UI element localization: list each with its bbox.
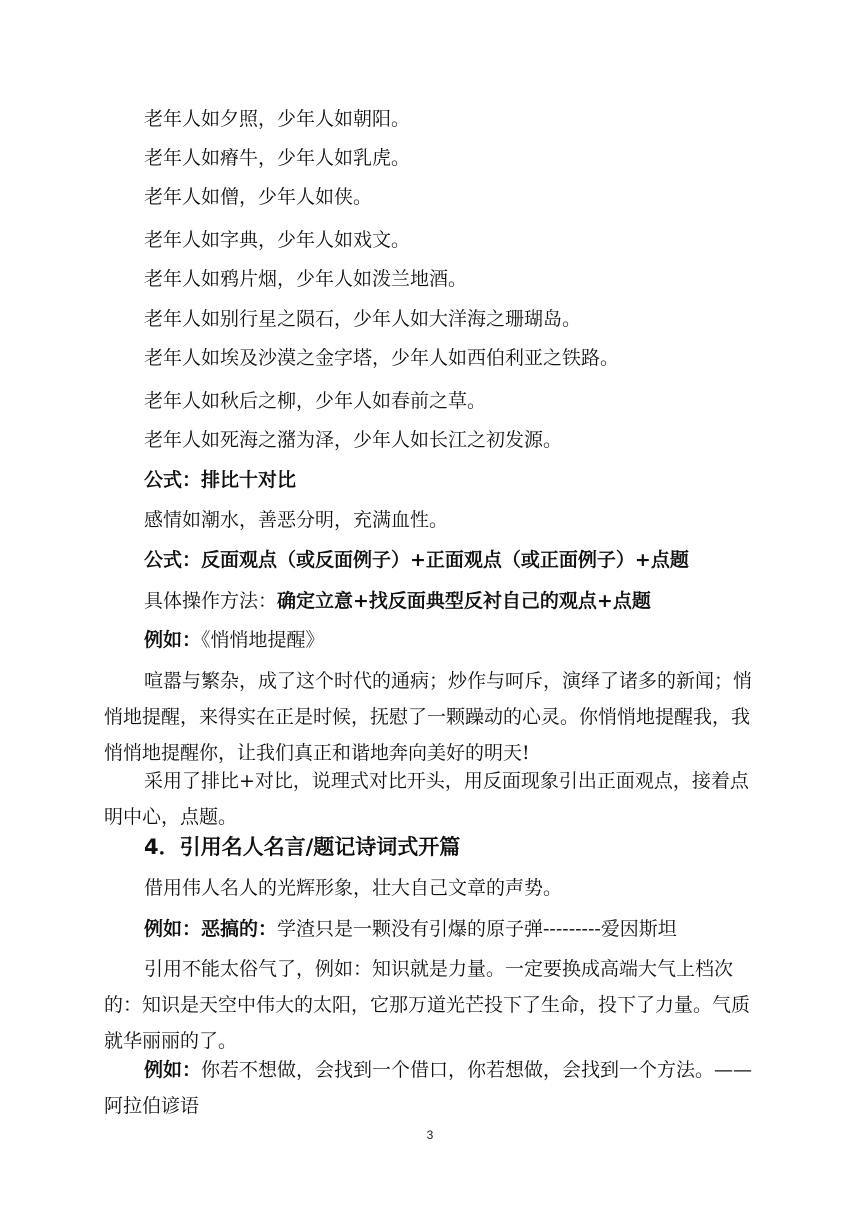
text-line: 老年人如别行星之陨石，少年人如大洋海之珊瑚岛。	[144, 308, 582, 330]
example-line	[144, 917, 677, 941]
page-number: 3	[426, 1128, 434, 1142]
section-heading: 4．引用名人名言/题记诗词式开篇	[144, 835, 461, 859]
example-label: 例如：	[144, 629, 202, 651]
example-line	[144, 628, 325, 652]
example-paragraph: 喧嚣与繁杂，成了这个时代的通病；炒作与呵斥，演绎了诸多的新闻；悄悄地提醒，来得实在正是时候，抚慰了一颗躁动的心灵。你悄悄地提醒我，我悄悄地提醒你，让我们真正和谐地奔向美好的明天!	[104, 670, 753, 764]
method-label: 具体操作方法：	[144, 590, 278, 612]
text-line: 老年人如鸦片烟，少年人如泼兰地酒。	[144, 268, 468, 290]
quote-note-paragraph: 引用不能太俗气了，例如：知识就是力量。一定要换成高端大气上档次的：知识是天空中伟大的太阳，它那万道光芒投下了生命，投下了力量。气质就华丽丽的了。	[104, 958, 751, 1052]
formula-label: 公式：排比十对比	[144, 469, 297, 491]
text-line: 老年人如死海之潴为泽，少年人如长江之初发源。	[144, 429, 563, 451]
example-label: 例如：	[144, 1059, 202, 1081]
text-line: 老年人如瘠牛，少年人如乳虎。	[144, 147, 411, 169]
example-label: 例如：恶搞的：	[144, 918, 278, 940]
example-paragraph	[104, 1052, 766, 1124]
text-line: 老年人如夕照，少年人如朝阳。	[144, 108, 411, 130]
text-line: 借用伟人名人的光辉形象，壮大自己文章的声势。	[144, 877, 563, 899]
text-line: 老年人如字典，少年人如戏文。	[144, 229, 411, 251]
method-text: 确定立意+找反面典型反衬自己的观点+点题	[277, 590, 651, 612]
method-line	[144, 589, 651, 613]
example-text: 学渣只是一颗没有引爆的原子弹---------爱因斯坦	[277, 918, 677, 940]
text-line: 老年人如僧，少年人如侠。	[144, 186, 373, 208]
example-title: 《悄悄地提醒》	[201, 629, 325, 651]
analysis-paragraph: 采用了排比+对比，说理式对比开头，用反面现象引出正面观点，接着点明中心，点题。	[104, 770, 749, 828]
text-line: 老年人如埃及沙漠之金字塔，少年人如西伯利亚之铁路。	[144, 347, 620, 369]
formula-label: 公式：反面观点（或反面例子）+正面观点（或正面例子）+点题	[144, 549, 689, 571]
text-line: 感情如潮水，善恶分明，充满血性。	[144, 509, 449, 531]
example-text: 你若不想做，会找到一个借口，你若想做，会找到一个方法。——阿拉伯谚语	[104, 1059, 753, 1117]
text-line: 老年人如秋后之柳，少年人如春前之草。	[144, 390, 487, 412]
